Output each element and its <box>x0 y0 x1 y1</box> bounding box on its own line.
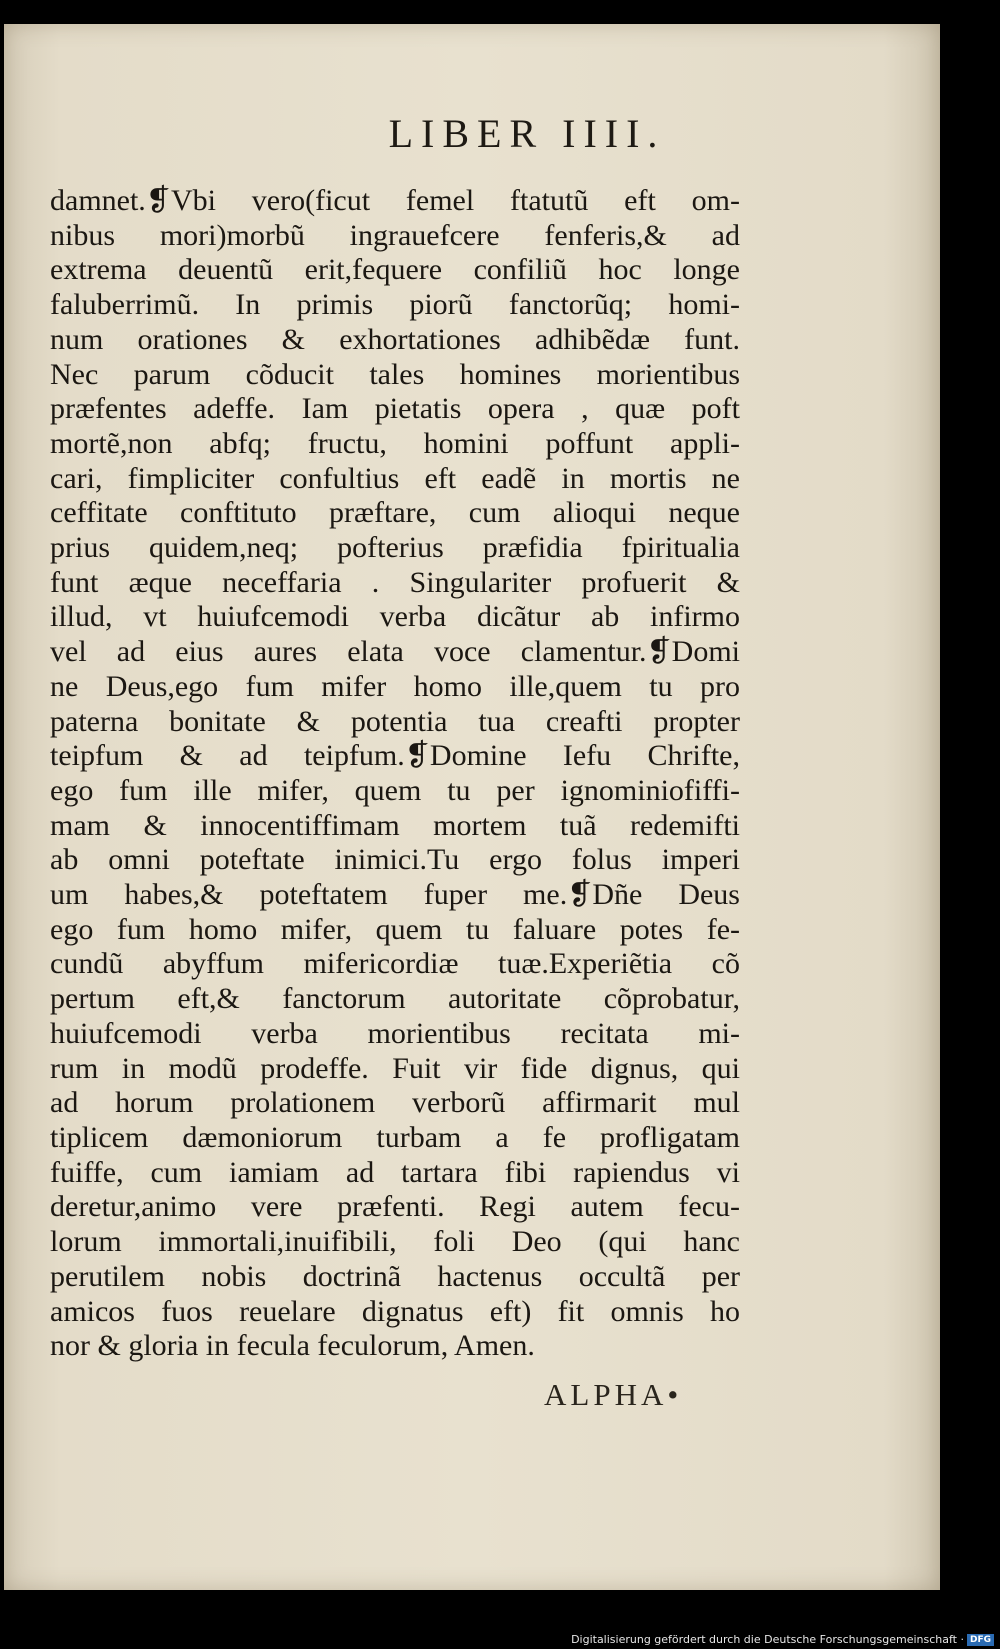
text-line: ceffitate conftituto præftare, cum alioqui neque <box>50 496 740 530</box>
text-line: funt æque neceffaria . Singulariter profuerit & <box>50 565 740 599</box>
book-page <box>4 24 940 1590</box>
text-line: ad horum prolationem verborũ affirmarit mul <box>50 1086 740 1120</box>
digitization-credit <box>571 1633 994 1646</box>
running-head <box>4 110 940 157</box>
text-line: cari, fimpliciter confultius eft eadẽ in mortis ne <box>50 461 740 495</box>
text-line: paterna bonitate & potentia tua creafti propter <box>50 704 740 738</box>
catchword: ALPHA• <box>544 1377 683 1412</box>
text-line: teipfum & ad teipfum.❡Domine Iefu Chrifte, <box>50 739 740 773</box>
text-line: vel ad eius aures elata voce clamentur.❡Domi <box>50 635 740 669</box>
text-line: ne Deus,ego fum mifer homo ille,quem tu pro <box>50 669 740 703</box>
text-line: lorum immortali,inuifibili, foli Deo (qui hanc <box>50 1225 740 1259</box>
text-line: illud, vt huiufcemodi verba dicãtur ab infirmo <box>50 600 740 634</box>
text-line: pertum eft,& fanctorum autoritate cõprobatur, <box>50 982 740 1016</box>
text-line: nibus mori)morbũ ingrauefcere fenferis,& ad <box>50 218 740 252</box>
text-line: rum in modũ prodeffe. Fuit vir fide dignus, qui <box>50 1051 740 1085</box>
text-line: mam & innocentiffimam mortem tuã redemifti <box>50 808 740 842</box>
text-line: Nec parum cõducit tales homines morientibus <box>50 357 740 391</box>
text-line: ego fum ille mifer, quem tu per ignominiofiffi- <box>50 773 740 807</box>
text-line: ab omni poteftate inimici.Tu ergo folus imperi <box>50 843 740 877</box>
text-line: ego fum homo mifer, quem tu faluare potes fe- <box>50 912 740 946</box>
text-line: num orationes & exhortationes adhibẽdæ funt. <box>50 322 740 356</box>
main-text-block <box>50 184 740 1364</box>
dfg-logo: DFG <box>967 1634 994 1646</box>
running-head-text: LIBER IIII. <box>388 111 666 156</box>
credit-text: Digitalisierung gefördert durch die Deutsche Forschungsgemeinschaft · <box>571 1633 964 1646</box>
text-line: nor & gloria in fecula feculorum, Amen. <box>50 1329 535 1363</box>
text-line: um habes,& poteftatem fuper me.❡Dñe Deus <box>50 878 740 912</box>
text-line: huiufcemodi verba morientibus recitata mi- <box>50 1016 740 1050</box>
text-line: amicos fuos reuelare dignatus eft) fit omnis ho <box>50 1294 740 1328</box>
text-line: extrema deuentũ erit,fequere confiliũ hoc longe <box>50 253 740 287</box>
text-line: deretur,animo vere præfenti. Regi autem fecu- <box>50 1190 740 1224</box>
text-line: mortẽ,non abfq; fructu, homini poffunt appli- <box>50 426 740 460</box>
text-line: præfentes adeffe. Iam pietatis opera , quæ poft <box>50 392 740 426</box>
text-line: tiplicem dæmoniorum turbam a fe profligatam <box>50 1120 740 1154</box>
text-line: fuiffe, cum iamiam ad tartara fibi rapiendus vi <box>50 1155 740 1189</box>
text-line: perutilem nobis doctrinã hactenus occultã per <box>50 1259 740 1293</box>
text-line: prius quidem,neq; pofterius præfidia fpiritualia <box>50 531 740 565</box>
text-line: faluberrimũ. In primis piorũ fanctorũq; homi- <box>50 288 740 322</box>
text-line: damnet.❡Vbi vero(ficut femel ftatutũ eft om- <box>50 184 740 217</box>
text-line: cundũ abyffum mifericordiæ tuæ.Experiẽtia cõ <box>50 947 740 981</box>
